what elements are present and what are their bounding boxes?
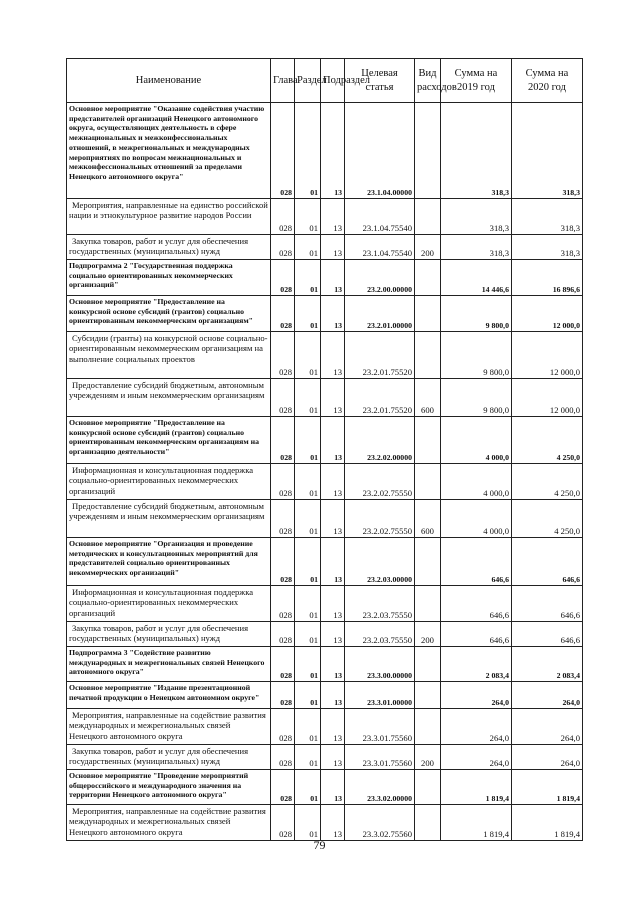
- row-name: Мероприятия, направленные на содействие развития международных и межрегиональных связей Ненецкого автономного округа: [67, 805, 271, 841]
- header-name: Наименование: [67, 59, 271, 103]
- row-celevaya-statya: 23.2.00.00000: [345, 260, 415, 296]
- row-vid-rashodov: [415, 103, 441, 199]
- row-sum-2020: 12 000,0: [512, 296, 583, 332]
- row-podrazdel: 13: [321, 332, 345, 379]
- table-row: [67, 622, 583, 647]
- row-vid-rashodov: [415, 770, 441, 805]
- row-glava: 028: [271, 647, 295, 682]
- row-sum-2019: 9 800,0: [441, 379, 512, 417]
- row-podrazdel: 13: [321, 622, 345, 647]
- row-sum-2020: 264,0: [512, 709, 583, 745]
- row-celevaya-statya: 23.1.04.75540: [345, 235, 415, 260]
- row-podrazdel: 13: [321, 805, 345, 841]
- row-glava: 028: [271, 464, 295, 500]
- row-sum-2019: 4 000,0: [441, 500, 512, 538]
- row-glava: 028: [271, 770, 295, 805]
- row-glava: 028: [271, 332, 295, 379]
- row-glava: 028: [271, 745, 295, 770]
- row-razdel: 01: [295, 622, 321, 647]
- table-row: [67, 586, 583, 622]
- row-name: Закупка товаров, работ и услуг для обеспечения государственных (муниципальных) нужд: [67, 235, 271, 260]
- row-sum-2020: 646,6: [512, 538, 583, 586]
- row-sum-2019: 318,3: [441, 103, 512, 199]
- row-name: Информационная и консультационная поддержка социально-ориентированных некоммерческих организаций: [67, 586, 271, 622]
- table-row: [67, 235, 583, 260]
- row-podrazdel: 13: [321, 417, 345, 464]
- row-vid-rashodov: 600: [415, 379, 441, 417]
- row-name: Мероприятия, направленные на содействие развития международных и межрегиональных связей Ненецкого автономного округа: [67, 709, 271, 745]
- row-vid-rashodov: [415, 538, 441, 586]
- row-celevaya-statya: 23.1.04.75540: [345, 199, 415, 235]
- row-name: Основное мероприятие "Издание презентационной печатной продукции о Ненецком автономном округе": [67, 682, 271, 709]
- table-row: [67, 770, 583, 805]
- table-row: [67, 103, 583, 199]
- table-row: [67, 682, 583, 709]
- row-name: Закупка товаров, работ и услуг для обеспечения государственных (муниципальных) нужд: [67, 745, 271, 770]
- row-sum-2020: 4 250,0: [512, 417, 583, 464]
- row-glava: 028: [271, 805, 295, 841]
- row-razdel: 01: [295, 500, 321, 538]
- row-glava: 028: [271, 296, 295, 332]
- table-row: [67, 538, 583, 586]
- row-glava: 028: [271, 103, 295, 199]
- row-name: Информационная и консультационная поддержка социально-ориентированных некоммерческих организаций: [67, 464, 271, 500]
- row-podrazdel: 13: [321, 709, 345, 745]
- row-razdel: 01: [295, 682, 321, 709]
- row-vid-rashodov: [415, 332, 441, 379]
- row-vid-rashodov: 600: [415, 500, 441, 538]
- row-razdel: 01: [295, 647, 321, 682]
- row-podrazdel: 13: [321, 647, 345, 682]
- row-glava: 028: [271, 500, 295, 538]
- row-sum-2019: 646,6: [441, 538, 512, 586]
- row-sum-2019: 9 800,0: [441, 332, 512, 379]
- row-razdel: 01: [295, 103, 321, 199]
- row-razdel: 01: [295, 745, 321, 770]
- row-glava: 028: [271, 586, 295, 622]
- row-name: Предоставление субсидий бюджетным, автономным учреждениям и иным некоммерческим организациям: [67, 379, 271, 417]
- row-name: Предоставление субсидий бюджетным, автономным учреждениям и иным некоммерческим организациям: [67, 500, 271, 538]
- row-razdel: 01: [295, 538, 321, 586]
- table-row: [67, 332, 583, 379]
- row-celevaya-statya: 23.2.03.75550: [345, 622, 415, 647]
- row-vid-rashodov: [415, 586, 441, 622]
- row-razdel: 01: [295, 805, 321, 841]
- row-glava: 028: [271, 260, 295, 296]
- row-name: Подпрограмма 2 "Государственная поддержка социально ориентированных некоммерческих организаций": [67, 260, 271, 296]
- row-name: Субсидии (гранты) на конкурсной основе социально-ориентированным некоммерческим организациям на выполнение социальных проектов: [67, 332, 271, 379]
- row-name: Закупка товаров, работ и услуг для обеспечения государственных (муниципальных) нужд: [67, 622, 271, 647]
- header-vid-rashodov: Вид расходов: [415, 59, 441, 103]
- row-sum-2019: 264,0: [441, 745, 512, 770]
- row-vid-rashodov: 200: [415, 235, 441, 260]
- row-podrazdel: 13: [321, 682, 345, 709]
- row-vid-rashodov: [415, 647, 441, 682]
- row-sum-2019: 14 446,6: [441, 260, 512, 296]
- row-celevaya-statya: 23.2.01.75520: [345, 379, 415, 417]
- row-podrazdel: 13: [321, 770, 345, 805]
- row-name: Мероприятия, направленные на единство российской нации и этнокультурное развитие народов России: [67, 199, 271, 235]
- row-sum-2020: 1 819,4: [512, 770, 583, 805]
- row-podrazdel: 13: [321, 500, 345, 538]
- row-sum-2020: 318,3: [512, 199, 583, 235]
- table-row: [67, 417, 583, 464]
- row-sum-2020: 12 000,0: [512, 379, 583, 417]
- row-celevaya-statya: 23.2.02.75550: [345, 464, 415, 500]
- table-row: [67, 379, 583, 417]
- row-sum-2020: 646,6: [512, 586, 583, 622]
- row-sum-2020: 4 250,0: [512, 464, 583, 500]
- row-razdel: 01: [295, 296, 321, 332]
- row-sum-2019: 646,6: [441, 586, 512, 622]
- row-glava: 028: [271, 622, 295, 647]
- row-name: Основное мероприятие "Предоставление на конкурсной основе субсидий (грантов) социально ориентированным некоммерческим организациям на организацию деятельности": [67, 417, 271, 464]
- row-glava: 028: [271, 379, 295, 417]
- row-name: Основное мероприятие "Предоставление на конкурсной основе субсидий (грантов) социально ориентированным некоммерческим организациям": [67, 296, 271, 332]
- row-glava: 028: [271, 538, 295, 586]
- row-celevaya-statya: 23.2.01.75520: [345, 332, 415, 379]
- table-row: [67, 647, 583, 682]
- table-row: [67, 260, 583, 296]
- table-row: [67, 745, 583, 770]
- row-razdel: 01: [295, 260, 321, 296]
- row-celevaya-statya: 23.2.03.75550: [345, 586, 415, 622]
- row-celevaya-statya: 23.2.03.00000: [345, 538, 415, 586]
- header-celevaya-statya: Целевая статья: [345, 59, 415, 103]
- row-razdel: 01: [295, 199, 321, 235]
- row-podrazdel: 13: [321, 586, 345, 622]
- row-glava: 028: [271, 235, 295, 260]
- row-razdel: 01: [295, 464, 321, 500]
- row-celevaya-statya: 23.3.01.75560: [345, 709, 415, 745]
- row-glava: 028: [271, 417, 295, 464]
- row-razdel: 01: [295, 417, 321, 464]
- row-sum-2020: 264,0: [512, 745, 583, 770]
- header-glava: Глава: [271, 59, 295, 103]
- row-celevaya-statya: 23.3.02.75560: [345, 805, 415, 841]
- table-row: [67, 500, 583, 538]
- row-podrazdel: 13: [321, 260, 345, 296]
- row-podrazdel: 13: [321, 103, 345, 199]
- row-razdel: 01: [295, 379, 321, 417]
- row-glava: 028: [271, 682, 295, 709]
- row-sum-2020: 1 819,4: [512, 805, 583, 841]
- row-sum-2019: 318,3: [441, 235, 512, 260]
- row-sum-2020: 318,3: [512, 103, 583, 199]
- row-sum-2019: 4 000,0: [441, 417, 512, 464]
- row-vid-rashodov: [415, 296, 441, 332]
- table-body: [67, 103, 583, 841]
- row-sum-2019: 264,0: [441, 682, 512, 709]
- row-celevaya-statya: 23.3.02.00000: [345, 770, 415, 805]
- row-vid-rashodov: 200: [415, 622, 441, 647]
- row-name: Основное мероприятие "Оказание содействия участию представителей организаций Ненецкого автономного округа, осуществляющих деятельность в сфере межнациональных и межконфессиональных отношений, в межрегиональных и международных мероприятиях по вопросам межнациональных и межконфессиональных отношений за пределами Ненецкого автономного округа": [67, 103, 271, 199]
- table-row: [67, 296, 583, 332]
- row-razdel: 01: [295, 586, 321, 622]
- row-celevaya-statya: 23.2.01.00000: [345, 296, 415, 332]
- header-sum-2020: Сумма на 2020 год: [512, 59, 583, 103]
- header-sum-2019: Сумма на 2019 год: [441, 59, 512, 103]
- table-header-row: [67, 59, 583, 103]
- table-row: [67, 709, 583, 745]
- row-sum-2019: 318,3: [441, 199, 512, 235]
- row-sum-2019: 2 083,4: [441, 647, 512, 682]
- row-podrazdel: 13: [321, 464, 345, 500]
- row-celevaya-statya: 23.2.02.00000: [345, 417, 415, 464]
- row-podrazdel: 13: [321, 296, 345, 332]
- budget-table: [66, 58, 583, 841]
- table-row: [67, 199, 583, 235]
- row-celevaya-statya: 23.1.04.00000: [345, 103, 415, 199]
- row-podrazdel: 13: [321, 199, 345, 235]
- row-name: Подпрограмма 3 "Содействие развитию международных и межрегиональных связей Ненецкого автономного округа": [67, 647, 271, 682]
- row-sum-2020: 318,3: [512, 235, 583, 260]
- row-vid-rashodov: [415, 682, 441, 709]
- row-sum-2019: 4 000,0: [441, 464, 512, 500]
- row-vid-rashodov: [415, 709, 441, 745]
- row-name: Основное мероприятие "Организация и проведение методических и консультационных мероприятий для представителей социально ориентированных некоммерческих организаций": [67, 538, 271, 586]
- row-sum-2019: 646,6: [441, 622, 512, 647]
- row-sum-2020: 16 896,6: [512, 260, 583, 296]
- row-vid-rashodov: [415, 417, 441, 464]
- row-sum-2019: 9 800,0: [441, 296, 512, 332]
- row-razdel: 01: [295, 332, 321, 379]
- row-celevaya-statya: 23.3.00.00000: [345, 647, 415, 682]
- row-vid-rashodov: [415, 805, 441, 841]
- row-sum-2019: 1 819,4: [441, 770, 512, 805]
- row-sum-2020: 646,6: [512, 622, 583, 647]
- row-vid-rashodov: [415, 260, 441, 296]
- header-razdel: Раздел: [295, 59, 321, 103]
- row-glava: 028: [271, 199, 295, 235]
- row-celevaya-statya: 23.2.02.75550: [345, 500, 415, 538]
- row-vid-rashodov: 200: [415, 745, 441, 770]
- row-podrazdel: 13: [321, 745, 345, 770]
- row-celevaya-statya: 23.3.01.75560: [345, 745, 415, 770]
- row-sum-2019: 264,0: [441, 709, 512, 745]
- row-podrazdel: 13: [321, 235, 345, 260]
- row-glava: 028: [271, 709, 295, 745]
- row-sum-2020: 12 000,0: [512, 332, 583, 379]
- row-sum-2020: 4 250,0: [512, 500, 583, 538]
- row-podrazdel: 13: [321, 379, 345, 417]
- table-row: [67, 805, 583, 841]
- page-number: 79: [313, 838, 326, 852]
- header-podrazdel: Подраздел: [321, 59, 345, 103]
- row-vid-rashodov: [415, 199, 441, 235]
- row-sum-2019: 1 819,4: [441, 805, 512, 841]
- table-row: [67, 464, 583, 500]
- row-sum-2020: 264,0: [512, 682, 583, 709]
- row-razdel: 01: [295, 235, 321, 260]
- row-vid-rashodov: [415, 464, 441, 500]
- row-sum-2020: 2 083,4: [512, 647, 583, 682]
- row-razdel: 01: [295, 709, 321, 745]
- row-name: Основное мероприятие "Проведение мероприятий общероссийского и международного значения на территории Ненецкого автономного округа": [67, 770, 271, 805]
- row-celevaya-statya: 23.3.01.00000: [345, 682, 415, 709]
- row-podrazdel: 13: [321, 538, 345, 586]
- row-razdel: 01: [295, 770, 321, 805]
